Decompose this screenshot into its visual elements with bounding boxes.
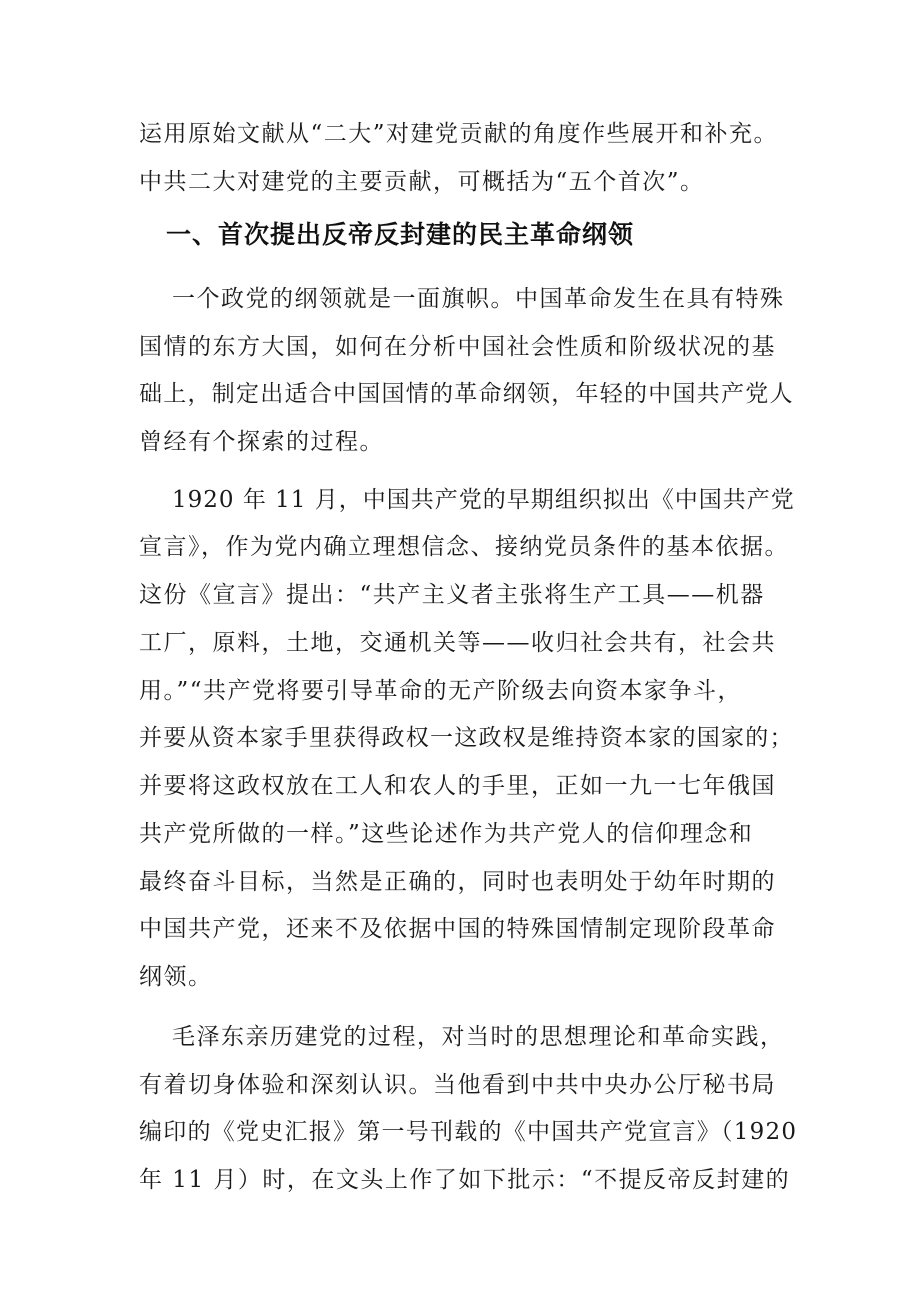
- paragraph-line: 中国共产党，还来不及依据中国的特殊国情制定现阶段革命: [139, 916, 776, 942]
- paragraph-line: 这份《宣言》提出：“共产主义者主张将生产工具——机器: [139, 582, 765, 608]
- paragraph-line: 年 11 月）时，在文头上作了如下批示：“不提反帝反封建的: [139, 1167, 791, 1193]
- paragraph-line: 国情的东方大国，如何在分析中国社会性质和阶级状况的基: [139, 334, 776, 360]
- intro-line-2: 中共二大对建党的主要贡献，可概括为“五个首次”。: [139, 169, 705, 195]
- paragraph-line: 曾经有个探索的过程。: [139, 429, 384, 455]
- intro-line-1: 运用原始文献从“二大”对建党贡献的角度作些展开和补充。: [139, 121, 779, 147]
- paragraph-line: 一个政党的纲领就是一面旗帜。中国革命发生在具有特殊: [172, 286, 785, 312]
- paragraph-line: 纲领。: [139, 964, 213, 990]
- paragraph-line: 毛泽东亲历建党的过程，对当时的思想理论和革命实践，: [172, 1024, 785, 1050]
- paragraph-line: 础上，制定出适合中国国情的革命纲领，年轻的中国共产党人: [139, 381, 794, 407]
- paragraph-line: 宣言》，作为党内确立理想信念、接纳党员条件的基本依据。: [139, 534, 789, 560]
- paragraph-line: 用。”“共产党将要引导革命的无产阶级去向资本家争斗，: [139, 678, 743, 704]
- paragraph-line: 编印的《党史汇报》第一号刊载的《中国共产党宣言》（1920: [139, 1119, 798, 1145]
- section-heading: 一、首次提出反帝反封建的民主革命纲领: [166, 220, 635, 249]
- paragraph-line: 有着切身体验和深刻认识。当他看到中共中央办公厅秘书局: [139, 1072, 776, 1098]
- paragraph-line: 1920 年 11 月，中国共产党的早期组织拟出《中国共产党: [172, 487, 795, 513]
- paragraph-line: 共产党所做的一样。”这些论述作为共产党人的信仰理念和: [139, 821, 754, 847]
- paragraph-line: 最终奋斗目标，当然是正确的，同时也表明处于幼年时期的: [139, 869, 776, 895]
- paragraph-line: 工厂，原料，土地，交通机关等——收归社会共有，社会共: [139, 630, 776, 656]
- paragraph-line: 并要将这政权放在工人和农人的手里，正如一九一七年俄国: [139, 773, 776, 799]
- paragraph-line: 并要从资本家手里获得政权一这政权是维持资本家的国家的；: [139, 725, 794, 751]
